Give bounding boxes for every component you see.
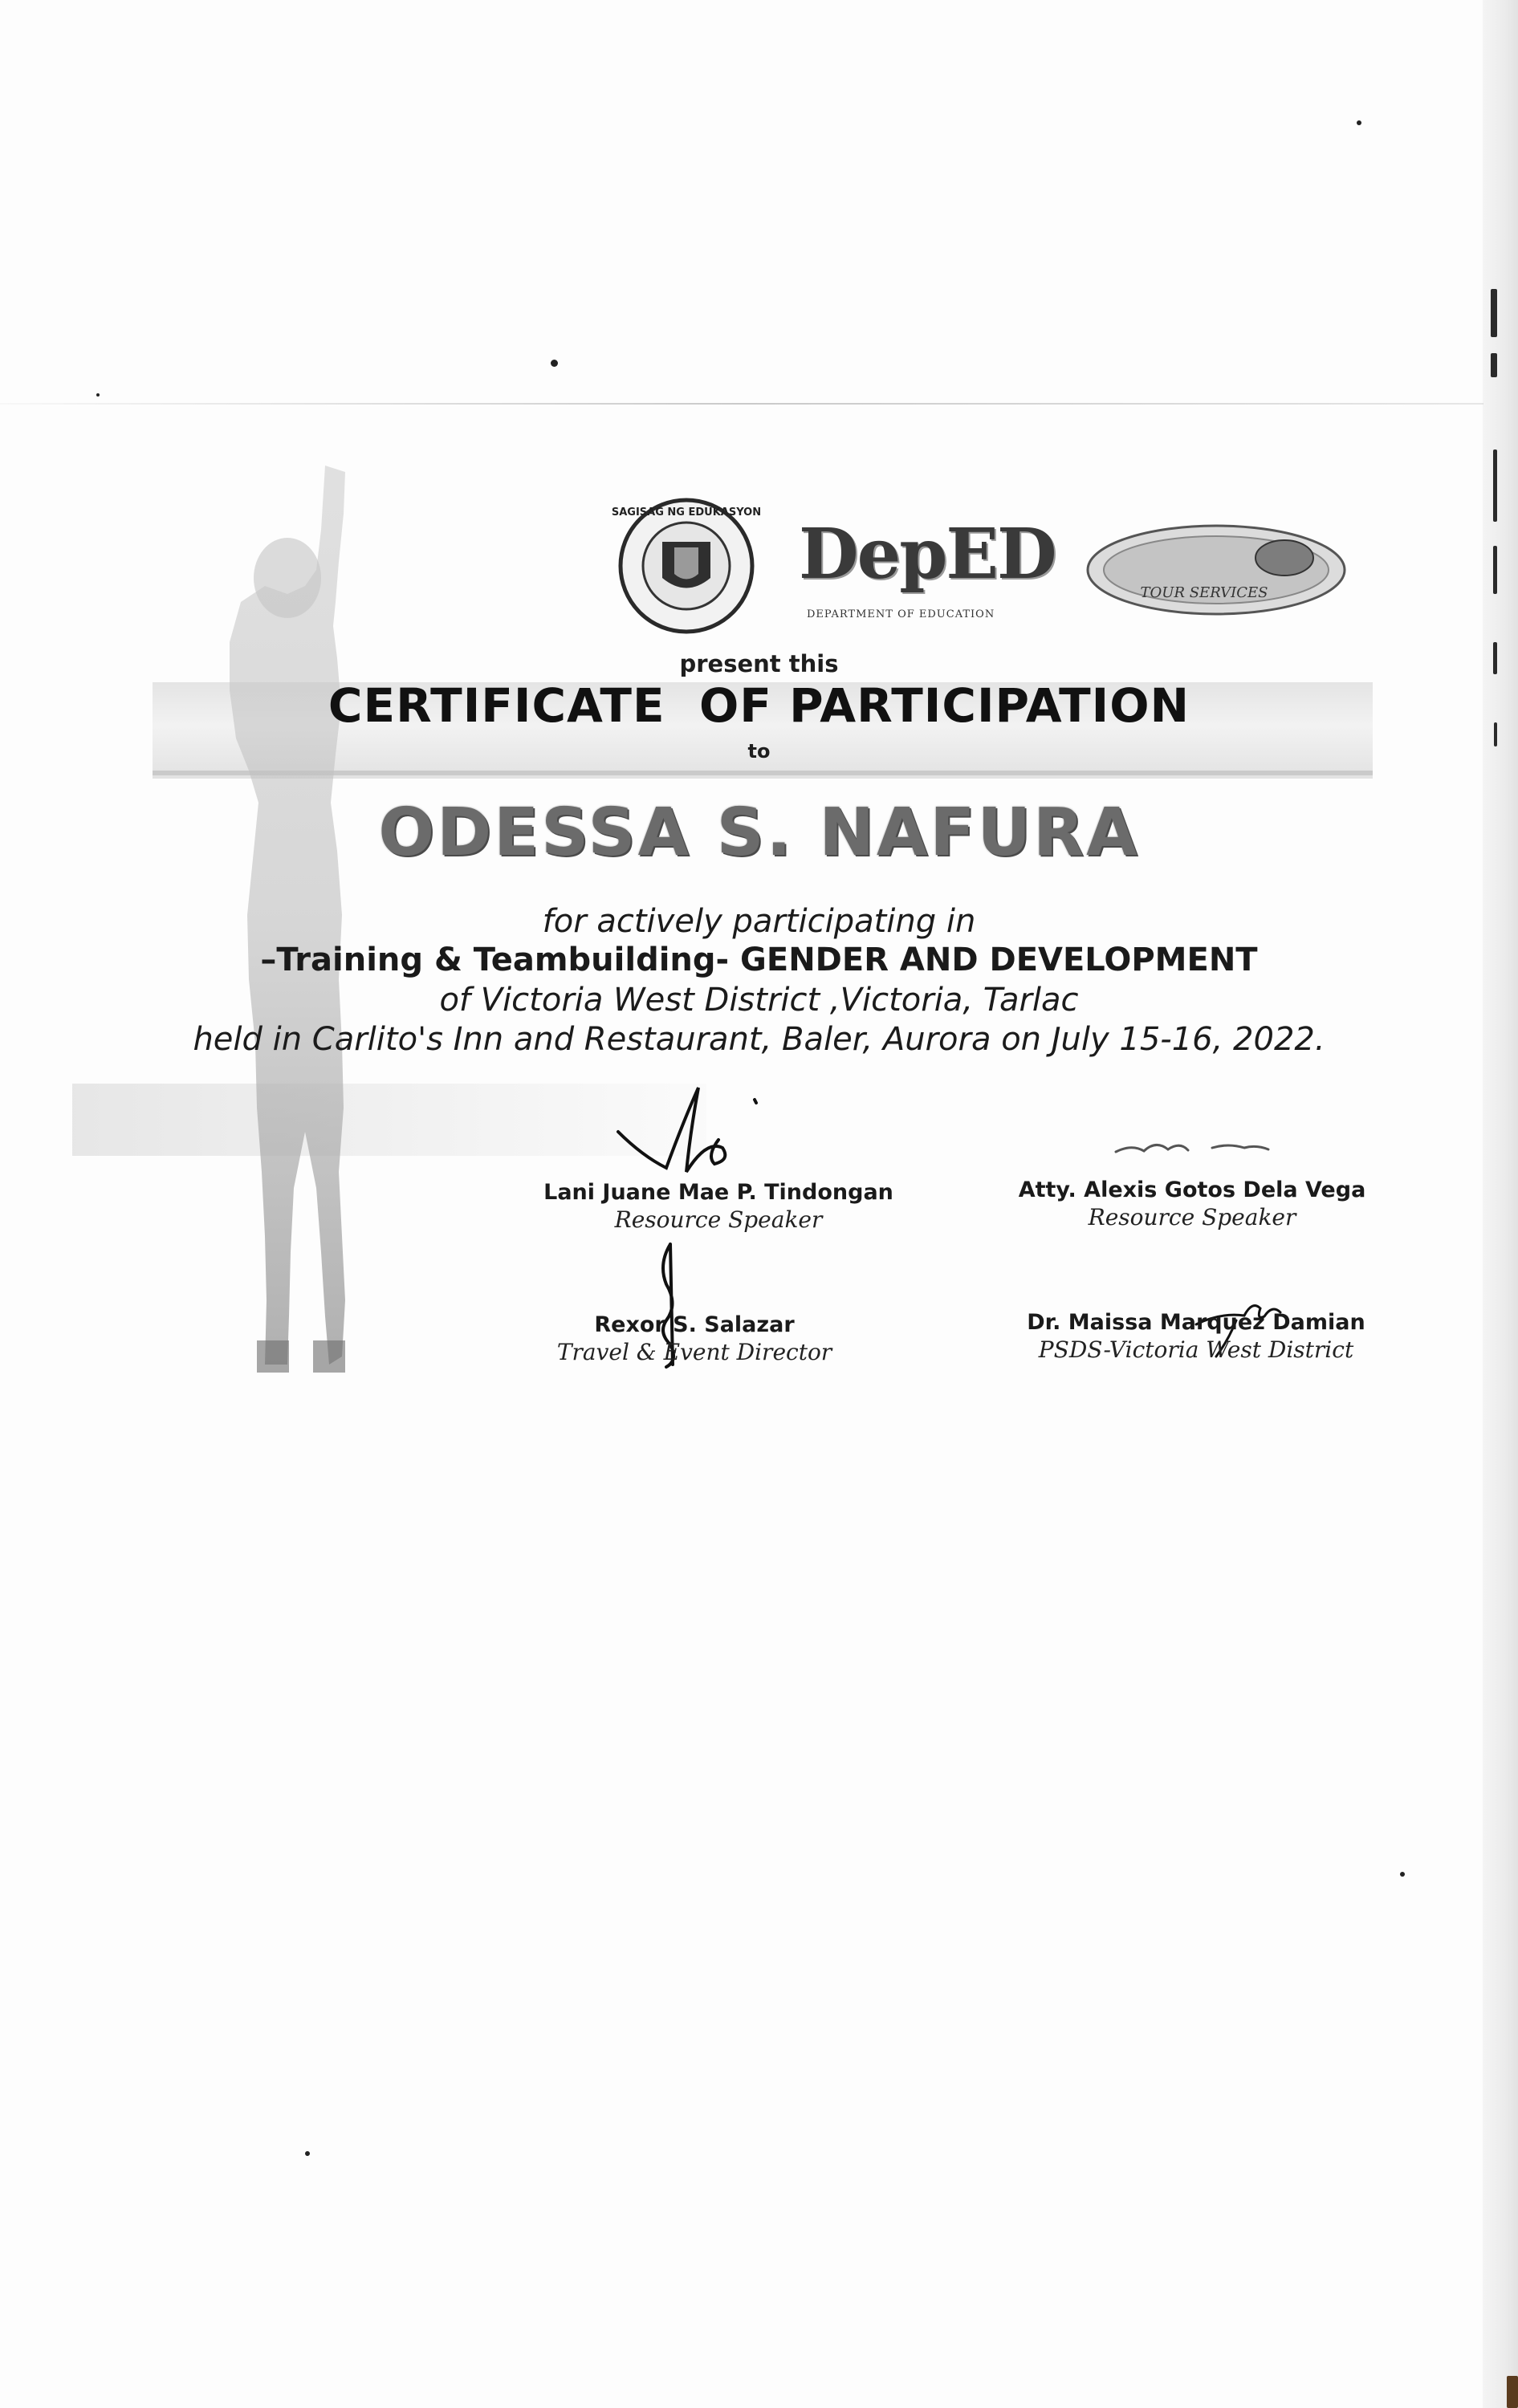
body-line-4: held in Carlito's Inn and Restaurant, Baler, Aurora on July 15-16, 2022. bbox=[193, 1021, 1325, 1058]
deped-seal-logo bbox=[610, 498, 763, 634]
fold-line bbox=[0, 403, 1483, 405]
edge-mark bbox=[1507, 2376, 1518, 2408]
signatory-1 bbox=[478, 1180, 959, 1233]
to-text: to bbox=[747, 740, 771, 763]
signatory-role: Travel & Event Director bbox=[556, 1339, 832, 1365]
speck bbox=[96, 393, 100, 397]
deped-wordmark-logo bbox=[799, 506, 1056, 634]
tour-logo-text: TOUR SERVICES bbox=[1140, 584, 1268, 601]
tour-services-logo bbox=[1084, 514, 1349, 626]
signatory-role: Resource Speaker bbox=[614, 1206, 823, 1233]
signatory-3 bbox=[454, 1312, 935, 1365]
edge-mark bbox=[1491, 353, 1497, 377]
speck bbox=[1357, 120, 1361, 125]
signatory-2 bbox=[951, 1178, 1433, 1230]
edge-mark bbox=[1491, 289, 1497, 337]
seal-text: SAGISAG NG EDUKASYON bbox=[611, 506, 762, 519]
speck bbox=[551, 360, 558, 367]
present-this-text: present this bbox=[679, 650, 839, 677]
signatory-name: Atty. Alexis Gotos Dela Vega bbox=[1018, 1178, 1366, 1202]
signatory-name: Lani Juane Mae P. Tindongan bbox=[543, 1180, 893, 1205]
signature-dela-vega bbox=[1108, 1124, 1284, 1172]
body-line-2: –Training & Teambuilding- GENDER AND DEVELOPMENT bbox=[260, 942, 1258, 978]
deped-subtitle: DEPARTMENT OF EDUCATION bbox=[807, 608, 995, 620]
signatory-4 bbox=[955, 1310, 1437, 1363]
signatory-role: Resource Speaker bbox=[1088, 1204, 1296, 1230]
deped-word: DepED bbox=[799, 514, 1056, 595]
speck bbox=[1400, 1872, 1405, 1877]
signatory-name: Dr. Maissa Marquez Damian bbox=[1027, 1310, 1365, 1335]
signatory-name: Rexor S. Salazar bbox=[594, 1312, 795, 1337]
signature-tindongan bbox=[610, 1084, 771, 1180]
body-line-3: of Victoria West District ,Victoria, Tarlac bbox=[439, 982, 1079, 1019]
signatory-role: PSDS-Victoria West District bbox=[1038, 1336, 1354, 1363]
certificate bbox=[0, 417, 1518, 1381]
body-line-1: for actively participating in bbox=[542, 903, 976, 940]
certificate-title: CERTIFICATE OF PARTICIPATION bbox=[328, 678, 1190, 733]
speck bbox=[305, 2151, 310, 2156]
logo-row bbox=[610, 498, 1349, 642]
recipient-name: ODESSA S. NAFURA bbox=[378, 795, 1140, 871]
